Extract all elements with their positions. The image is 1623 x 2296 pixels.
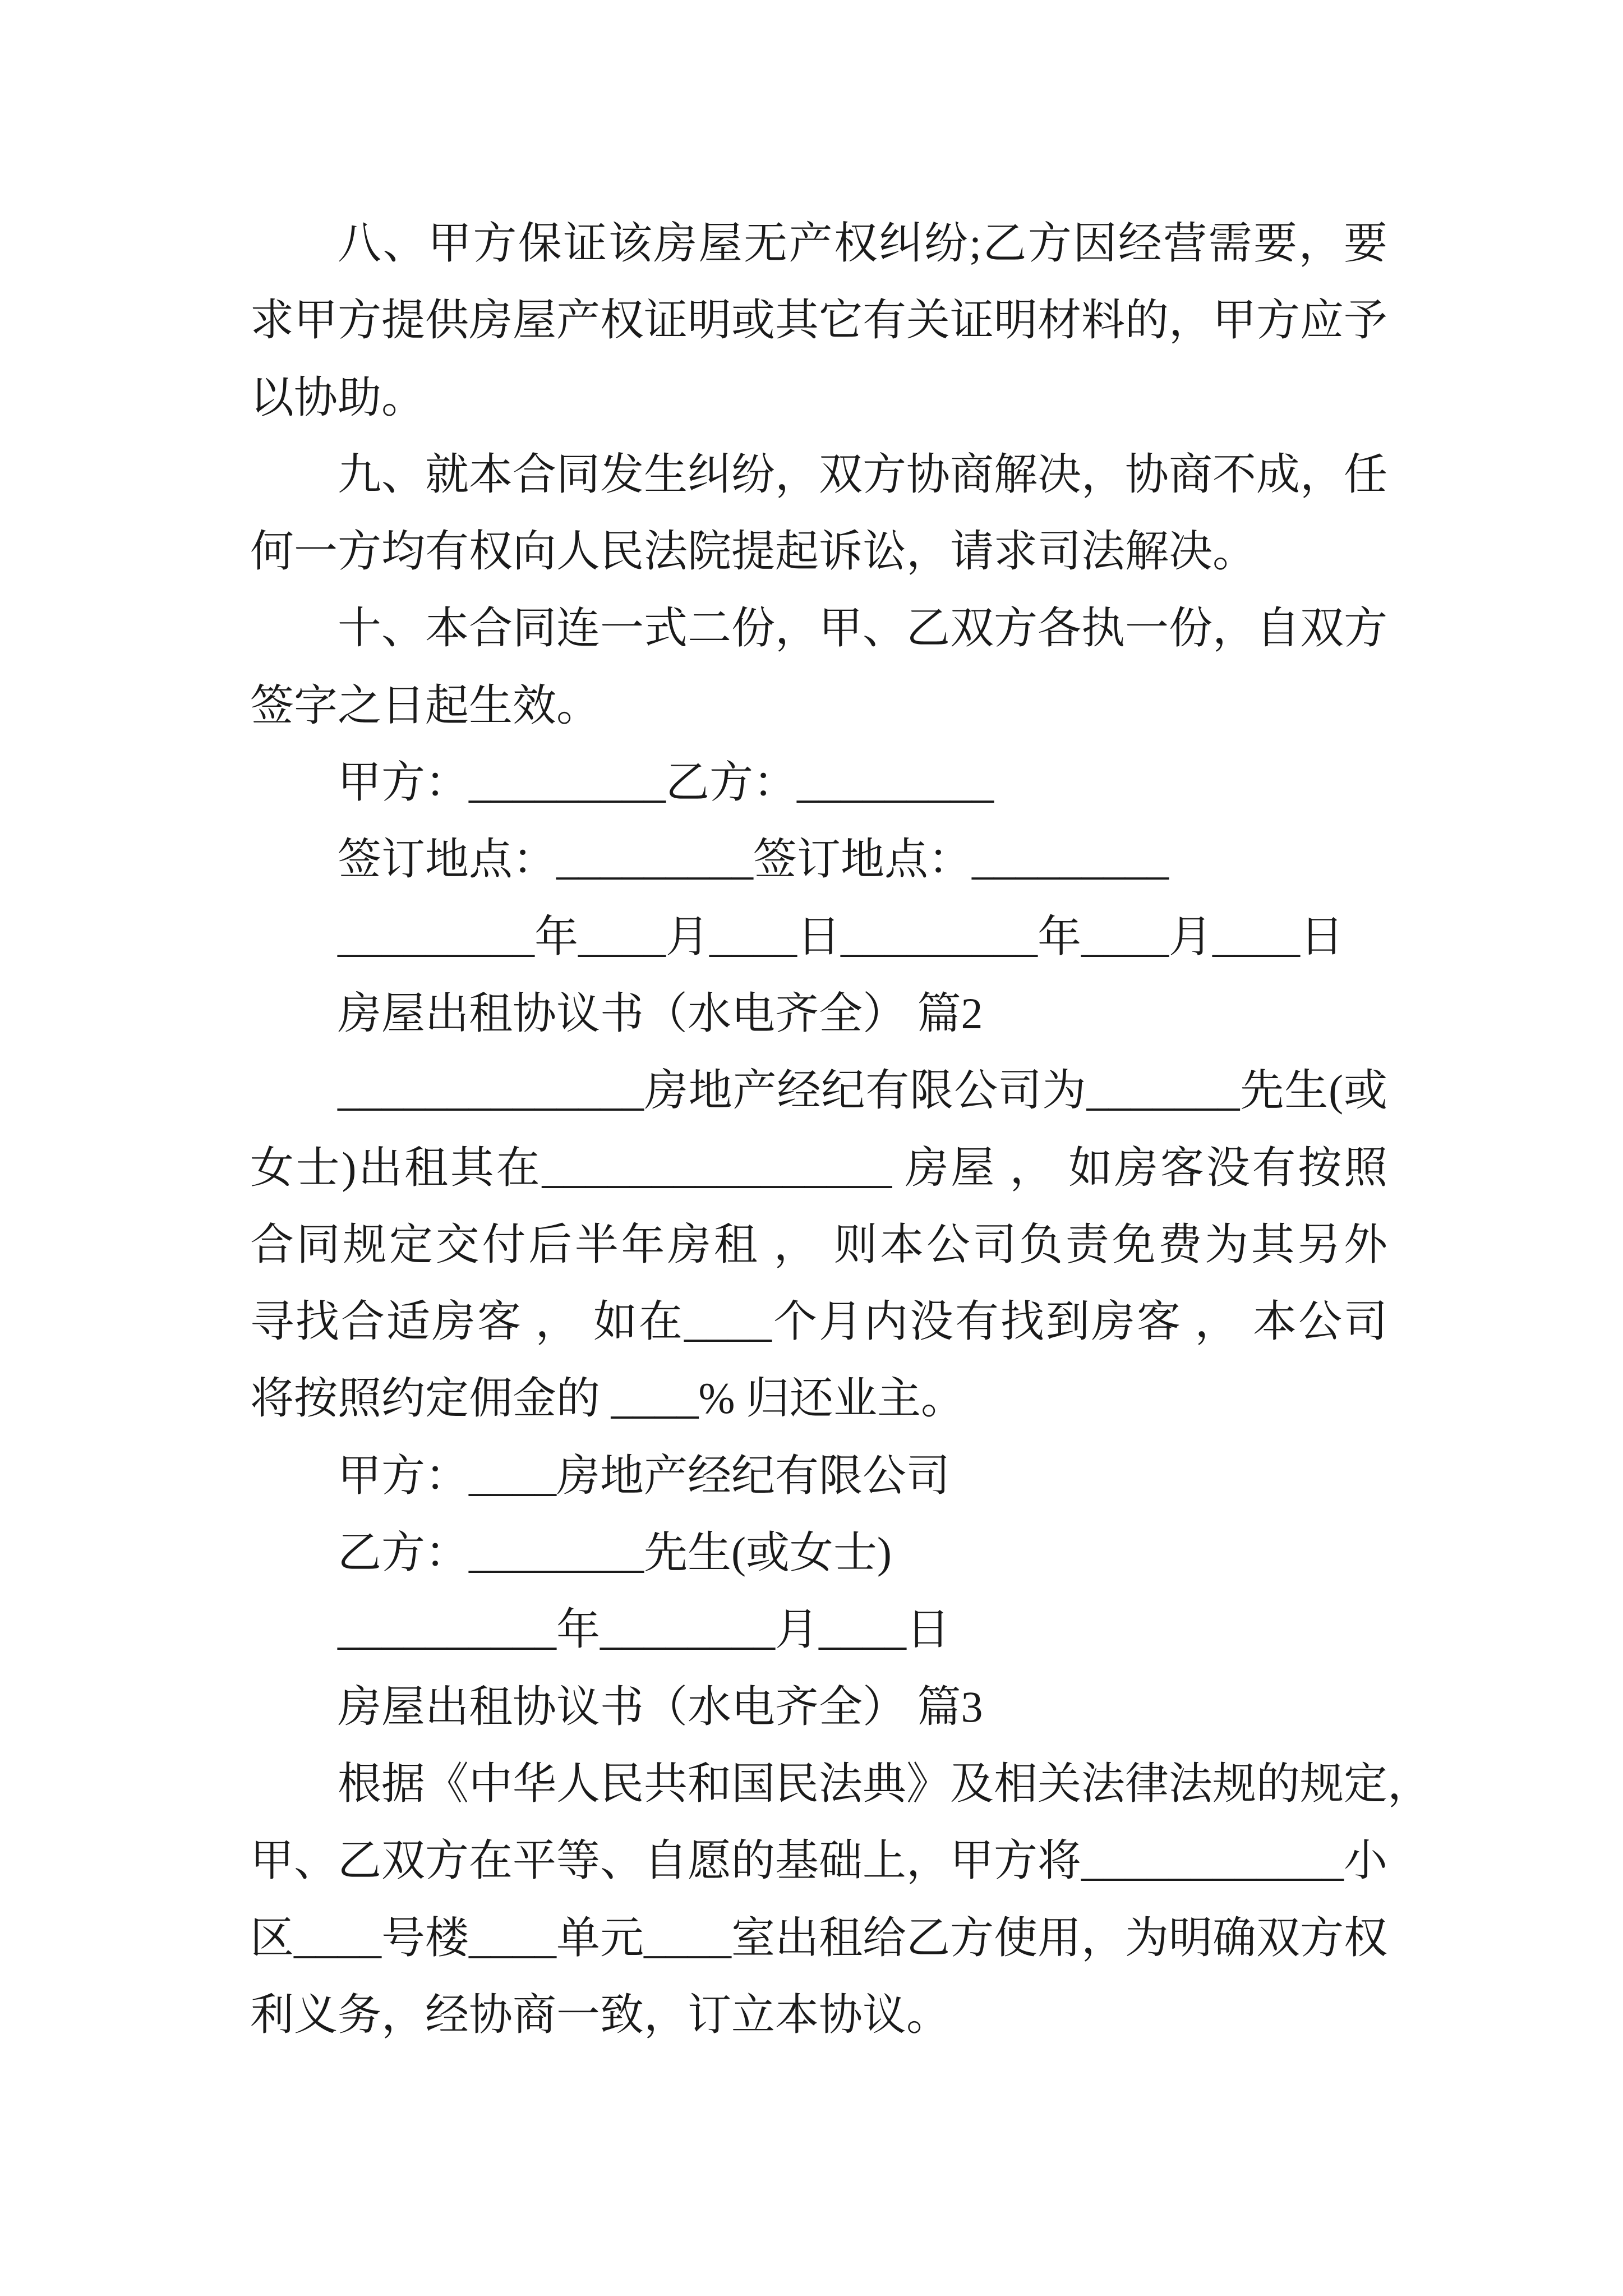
section-2-body bbox=[250, 1052, 1387, 1437]
section-3-body-line-3: 区____号楼____单元____室出租给乙方使用，为明确双方权 bbox=[250, 1913, 1388, 1962]
section-2-party-a: 甲方：____房地产经纪有限公司 bbox=[338, 1451, 951, 1500]
section-2-heading: 房屋出租协议书（水电齐全） 篇2 bbox=[338, 988, 983, 1038]
clause-9 bbox=[250, 436, 1387, 590]
clause-8-line-1: 八、甲方保证该房屋无产权纠纷;乙方因经营需要，要 bbox=[338, 219, 1387, 268]
section-2-party-b: 乙方：________先生(或女士) bbox=[338, 1528, 892, 1577]
section-3-body-line-2: 甲、乙双方在平等、自愿的基础上，甲方将____________小 bbox=[250, 1836, 1388, 1885]
clause-8 bbox=[250, 205, 1387, 436]
section-2-body-line-1: ______________房地产经纪有限公司为_______先生(或 bbox=[338, 1066, 1387, 1115]
signature-block-1 bbox=[250, 744, 1387, 975]
signature-dates-line: _________年____月____日_________年____月____日 bbox=[338, 912, 1344, 961]
signature-parties-line: 甲方：_________乙方：_________ bbox=[338, 758, 994, 807]
clause-8-line-2: 求甲方提供房屋产权证明或其它有关证明材料的，甲方应予 bbox=[250, 296, 1388, 345]
clause-9-line-1: 九、就本合同发生纠纷，双方协商解决，协商不成，任 bbox=[338, 449, 1388, 499]
section-3-body-line-4: 利义务，经协商一致，订立本协议。 bbox=[250, 1990, 951, 2039]
document-text bbox=[250, 205, 1432, 2053]
clause-10 bbox=[250, 590, 1387, 744]
clause-10-line-1: 十、本合同连一式二份，甲、乙双方各执一份，自双方 bbox=[338, 604, 1388, 653]
section-2-body-line-5: 将按照约定佣金的 ____% 归还业主。 bbox=[250, 1374, 965, 1423]
section-3-body-line-1: 根据《中华人民共和国民法典》及相关法律法规的规定， bbox=[338, 1759, 1432, 1808]
clause-8-line-3: 以协助。 bbox=[250, 372, 426, 422]
section-2 bbox=[250, 975, 1387, 1668]
clause-9-line-2: 何一方均有权向人民法院提起诉讼，请求司法解决。 bbox=[250, 527, 1257, 576]
section-3 bbox=[250, 1668, 1432, 2053]
clause-10-line-2: 签字之日起生效。 bbox=[250, 680, 601, 730]
section-2-body-line-2: 女士)出租其在________________ 房屋 ， 如房客没有按照 bbox=[250, 1143, 1387, 1192]
section-3-heading: 房屋出租协议书（水电齐全） 篇3 bbox=[338, 1682, 983, 1731]
section-2-body-line-3: 合同规定交付后半年房租 ， 则本公司负责免费为其另外 bbox=[250, 1220, 1387, 1269]
signature-places-line: 签订地点：_________签订地点：_________ bbox=[338, 835, 1169, 884]
section-3-body bbox=[250, 1745, 1432, 2053]
section-2-date: __________年________月____日 bbox=[338, 1605, 951, 1654]
section-2-body-line-4: 寻找合适房客 ， 如在____个月内没有找到房客 ， 本公司 bbox=[250, 1297, 1387, 1346]
